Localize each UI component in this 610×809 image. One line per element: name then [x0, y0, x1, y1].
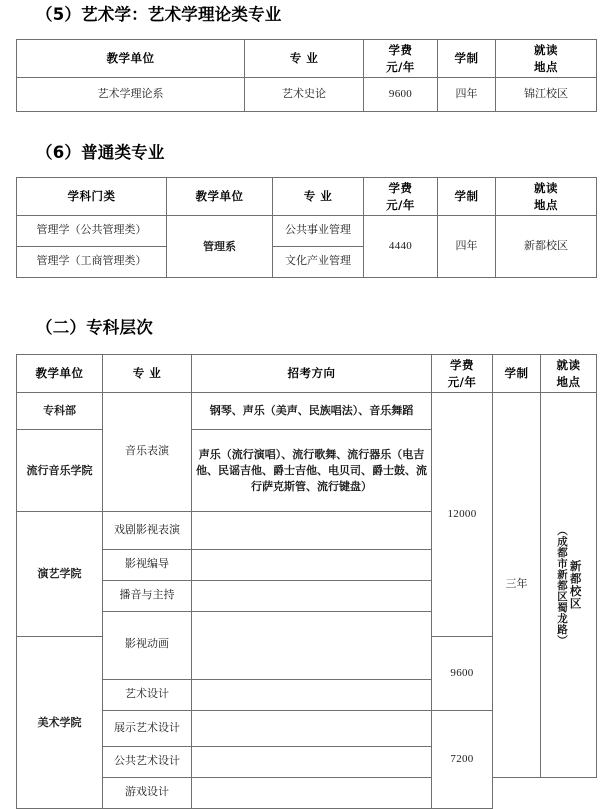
cell-direction	[192, 549, 432, 580]
table-row	[17, 778, 597, 809]
campus-label-line1: 就读	[534, 43, 558, 57]
cell-unit: 艺术学理论系	[17, 78, 245, 112]
cell-direction	[192, 580, 432, 611]
campus-label-line2: 地点	[534, 59, 558, 74]
campus-label-line2: 地点	[534, 197, 558, 212]
table-row	[17, 78, 597, 112]
cell-campus: 新都校区	[496, 216, 597, 278]
table-general-majors	[16, 177, 597, 278]
cell-fee: 12000	[432, 393, 493, 637]
table-header-row	[17, 178, 597, 216]
col-header-campus	[496, 178, 597, 216]
section-heading-vocational: （二）专科层次	[36, 318, 153, 337]
col-header-unit: 教学单位	[17, 40, 245, 78]
cell-major: 展示艺术设计	[103, 710, 192, 747]
campus-vertical-wrap	[544, 395, 593, 775]
col-header-unit: 教学单位	[17, 355, 103, 393]
col-header-fee	[364, 178, 438, 216]
cell-major: 影视编导	[103, 549, 192, 580]
cell-fee: 7200	[432, 710, 493, 809]
cell-major: 音乐表演	[103, 393, 192, 512]
cell-unit: 流行音乐学院	[17, 430, 103, 512]
cell-major: 艺术设计	[103, 679, 192, 710]
cell-major: 公共事业管理	[273, 216, 364, 247]
campus-label-line2: 地点	[556, 374, 581, 389]
cell-duration: 四年	[438, 78, 496, 112]
cell-major: 公共艺术设计	[103, 747, 192, 778]
cell-major: 影视动画	[103, 611, 192, 679]
cell-direction	[192, 778, 432, 809]
cell-direction	[192, 679, 432, 710]
cell-campus: 锦江校区	[496, 78, 597, 112]
col-header-campus	[496, 40, 597, 78]
cell-fee: 9600	[432, 637, 493, 711]
section-heading-5: （5）艺术学：艺术学理论类专业	[36, 5, 282, 24]
col-header-major: 专 业	[245, 40, 364, 78]
table-row	[17, 216, 597, 247]
cell-major: 艺术史论	[245, 78, 364, 112]
cell-duration: 三年	[493, 393, 541, 778]
table-vocational-level	[16, 354, 597, 809]
fee-label-line2: 元/年	[386, 59, 415, 74]
cell-major: 播音与主持	[103, 580, 192, 611]
campus-name: 新都校区	[568, 560, 583, 611]
cell-direction	[192, 611, 432, 679]
cell-unit: 美术学院	[17, 637, 103, 809]
cell-major: 游戏设计	[103, 778, 192, 809]
col-header-unit: 教学单位	[167, 178, 273, 216]
cell-unit: 演艺学院	[17, 512, 103, 637]
col-header-fee	[364, 40, 438, 78]
table-header-row	[17, 355, 597, 393]
campus-label-line1: 就读	[534, 181, 558, 195]
cell-direction: 声乐（流行演唱）、流行歌舞、流行器乐（电吉他、民谣吉他、爵士吉他、电贝司、爵士鼓、流行萨克斯管、流行键盘）	[192, 430, 432, 512]
cell-unit: 专科部	[17, 393, 103, 430]
col-header-duration: 学制	[438, 178, 496, 216]
col-header-category: 学科门类	[17, 178, 167, 216]
cell-fee: 9600	[364, 78, 438, 112]
cell-direction	[192, 747, 432, 778]
fee-label-line1: 学费	[388, 181, 413, 195]
col-header-campus	[541, 355, 597, 393]
cell-major: 文化产业管理	[273, 247, 364, 278]
fee-label-line2: 元/年	[447, 374, 477, 389]
cell-direction	[192, 512, 432, 550]
cell-campus	[541, 393, 597, 778]
table-art-theory	[16, 39, 597, 112]
col-header-major: 专 业	[103, 355, 192, 393]
cell-category: 管理学（公共管理类）	[17, 216, 167, 247]
cell-direction: 钢琴、声乐（美声、民族唱法）、音乐舞蹈	[192, 393, 432, 430]
table-row	[17, 393, 597, 430]
table-header-row	[17, 40, 597, 78]
col-header-duration: 学制	[493, 355, 541, 393]
cell-duration: 四年	[438, 216, 496, 278]
col-header-major: 专 业	[273, 178, 364, 216]
campus-label-line1: 就读	[556, 358, 581, 372]
fee-label-line2: 元/年	[386, 197, 415, 212]
fee-label-line1: 学费	[450, 358, 474, 372]
col-header-direction: 招考方向	[192, 355, 432, 393]
cell-fee: 4440	[364, 216, 438, 278]
cell-direction	[192, 710, 432, 747]
section-heading-6: （6）普通类专业	[36, 143, 165, 162]
fee-label-line1: 学费	[388, 43, 413, 57]
cell-unit: 管理系	[167, 216, 273, 278]
col-header-duration: 学制	[438, 40, 496, 78]
cell-category: 管理学（工商管理类）	[17, 247, 167, 278]
cell-major: 戏剧影视表演	[103, 512, 192, 550]
campus-address: （成都市新都区蜀龙路）	[555, 524, 568, 646]
col-header-fee	[432, 355, 493, 393]
